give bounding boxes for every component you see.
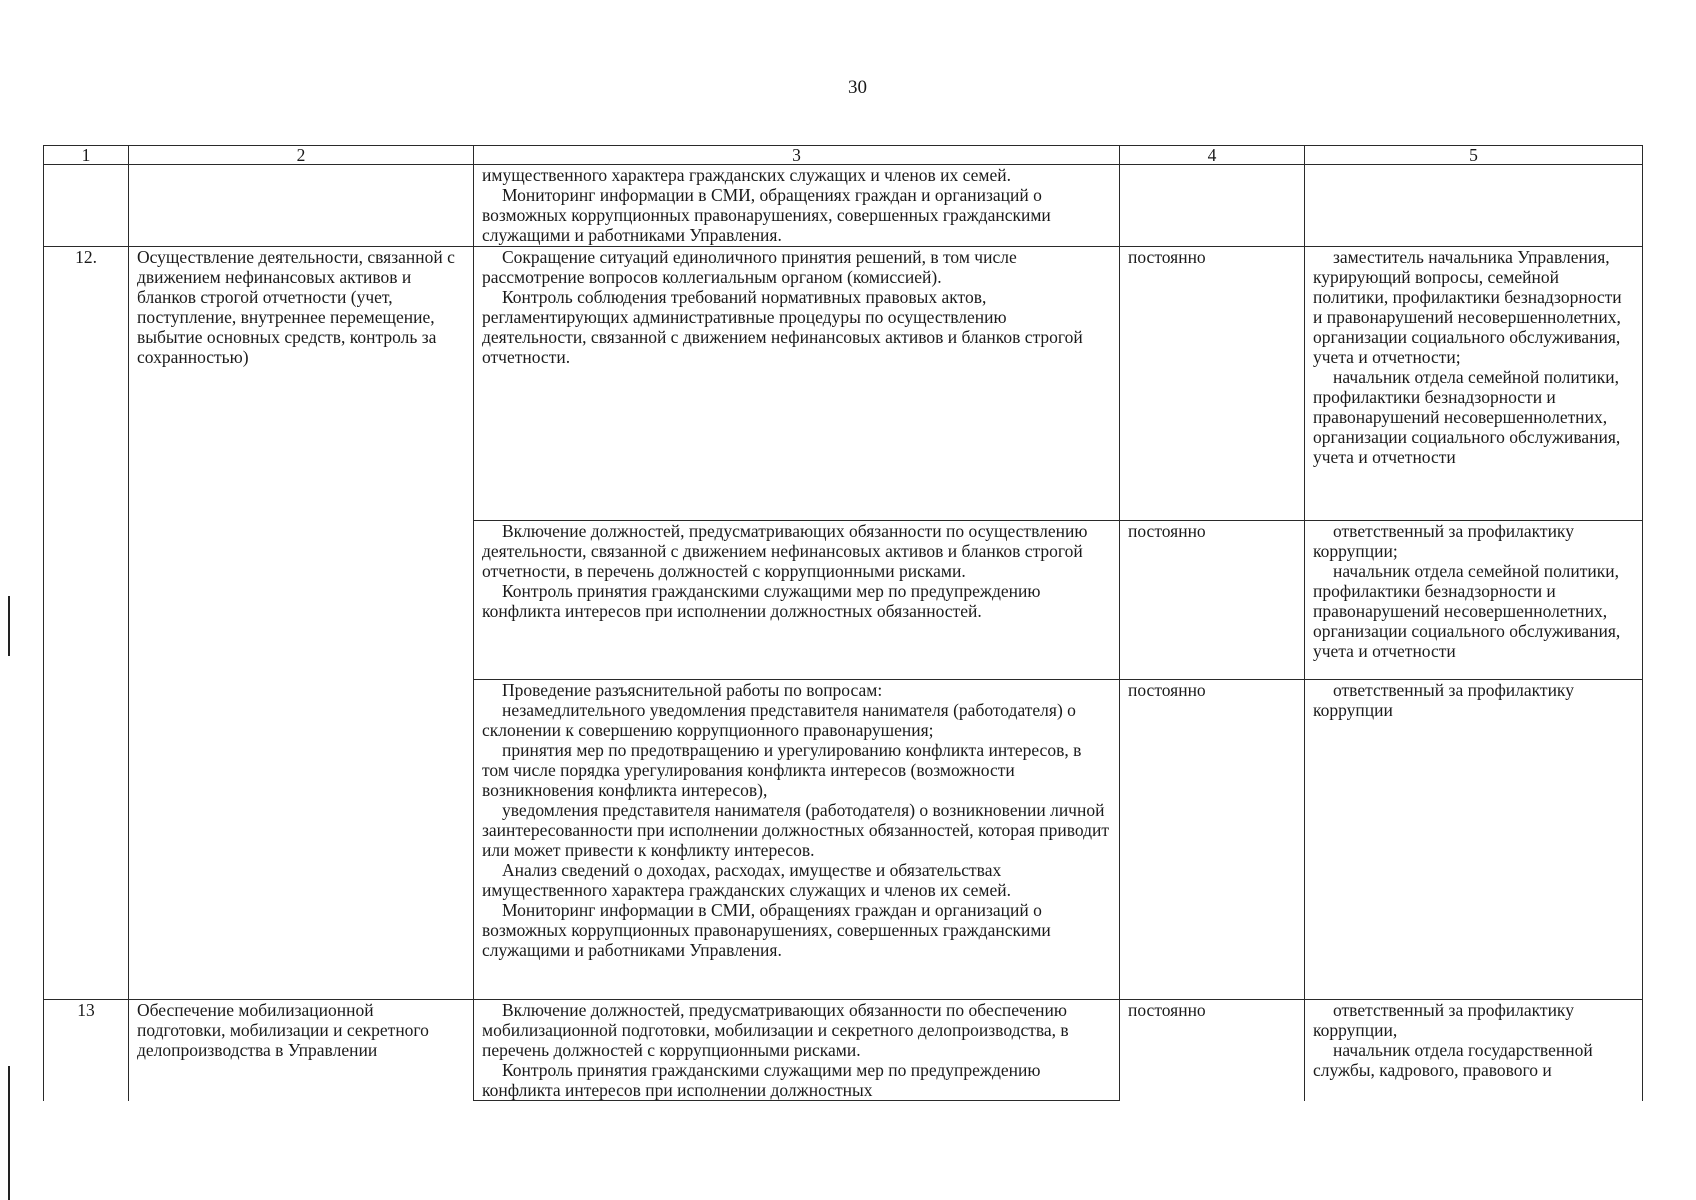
measures-cell <box>474 165 1120 247</box>
column-header: 1 <box>44 146 129 165</box>
measure-text: имущественного характера гражданских служащих и членов их семей. <box>482 165 1011 185</box>
term-cell: постоянно <box>1120 247 1305 521</box>
table-header-row <box>44 146 1643 165</box>
measure-text: Включение должностей, предусматривающих обязанности по обеспечению мобилизационной подготовки, мобилизации и секретного делопроизводства, в перечень должностей с коррупционными рисками. <box>482 1000 1069 1060</box>
scan-margin-mark <box>8 596 10 656</box>
measure-text: Контроль принятия гражданскими служащими мер по предупреждению конфликта интересов при исполнении должностных <box>482 1060 1041 1100</box>
measure-text: уведомления представителя нанимателя (работодателя) о возникновении личной заинтересованности при исполнении должностных обязанностей, которая приводит или может привести к конфликту интересов. <box>482 800 1110 860</box>
row-number: 12. <box>44 247 129 1000</box>
measures-cell <box>474 521 1120 680</box>
measure-text: Анализ сведений о доходах, расходах, имуществе и обязательствах имущественного характера гражданских служащих и членов их семей. <box>482 860 1011 900</box>
term-cell: постоянно <box>1120 1000 1305 1101</box>
measure-text: Проведение разъяснительной работы по вопросам: <box>502 680 883 700</box>
scan-margin-mark <box>8 1066 10 1200</box>
number-cell <box>44 165 129 247</box>
page-number: 30 <box>848 77 867 98</box>
measures-cell <box>474 1000 1120 1101</box>
measure-text: Контроль принятия гражданскими служащими мер по предупреждению конфликта интересов при исполнении должностных обязанностей. <box>482 581 1041 621</box>
term-cell: постоянно <box>1120 521 1305 680</box>
measure-text: принятия мер по предотвращению и урегулированию конфликта интересов, в том числе порядка урегулирования конфликта интересов (возможности возникновения конфликта интересов), <box>482 740 1082 800</box>
responsible-text: начальник отдела государственной службы, кадрового, правового и <box>1313 1040 1593 1080</box>
column-header: 5 <box>1305 146 1643 165</box>
responsible-text: начальник отдела семейной политики, профилактики безнадзорности и правонарушений несовершеннолетних, организации социального обслуживания, учета и отчетности <box>1313 367 1621 467</box>
table-row <box>44 1000 1643 1101</box>
measure-text: Мониторинг информации в СМИ, обращениях граждан и организаций о возможных коррупционных правонарушениях, совершенных гражданскими служащими и работниками Управления. <box>482 900 1051 960</box>
responsible-text: ответственный за профилактику коррупции <box>1313 680 1574 720</box>
measure-text: Сокращение ситуаций единоличного принятия решений, в том числе рассмотрение вопросов коллегиальным органом (комиссией). <box>482 247 1017 287</box>
responsible-text: ответственный за профилактику коррупции, <box>1313 1000 1574 1040</box>
measure-text: Контроль соблюдения требований нормативных правовых актов, регламентирующих административные процедуры по осуществлению деятельности, связанной с движением нефинансовых активов и бланков строгой отчетности. <box>482 287 1083 367</box>
column-header: 2 <box>129 146 474 165</box>
row-number: 13 <box>44 1000 129 1101</box>
responsible-cell <box>1305 680 1643 1000</box>
responsible-text: ответственный за профилактику коррупции; <box>1313 521 1574 561</box>
measures-cell <box>474 680 1120 1000</box>
responsible-text: заместитель начальника Управления, курирующий вопросы, семейной политики, профилактики безнадзорности и правонарушений несовершеннолетних, организации социального обслуживания, учета и отчетности; <box>1313 247 1622 367</box>
table-row <box>44 165 1643 247</box>
table-row <box>44 247 1643 521</box>
measure-text: Включение должностей, предусматривающих обязанности по осуществлению деятельности, связанной с движением нефинансовых активов и бланков строгой отчетности, в перечень должностей с коррупционными рисками. <box>482 521 1088 581</box>
term-cell <box>1120 165 1305 247</box>
column-header: 3 <box>474 146 1120 165</box>
measures-cell <box>474 247 1120 521</box>
column-header: 4 <box>1120 146 1305 165</box>
responsible-cell <box>1305 247 1643 521</box>
responsible-cell <box>1305 521 1643 680</box>
responsible-cell <box>1305 165 1643 247</box>
term-cell: постоянно <box>1120 680 1305 1000</box>
activity-cell: Обеспечение мобилизационной подготовки, мобилизации и секретного делопроизводства в Управлении <box>129 1000 474 1101</box>
measures-table <box>43 145 1642 1101</box>
measure-text: Мониторинг информации в СМИ, обращениях граждан и организаций о возможных коррупционных правонарушениях, совершенных гражданскими служащими и работниками Управления. <box>482 185 1051 245</box>
measure-text: незамедлительного уведомления представителя нанимателя (работодателя) о склонении к совершению коррупционного правонарушения; <box>482 700 1076 740</box>
activity-cell: Осуществление деятельности, связанной с движением нефинансовых активов и бланков строгой отчетности (учет, поступление, внутреннее перемещение, выбытие основных средств, контроль за сохранностью) <box>129 247 474 1000</box>
responsible-cell <box>1305 1000 1643 1101</box>
responsible-text: начальник отдела семейной политики, профилактики безнадзорности и правонарушений несовершеннолетних, организации социального обслуживания, учета и отчетности <box>1313 561 1621 661</box>
activity-cell <box>129 165 474 247</box>
